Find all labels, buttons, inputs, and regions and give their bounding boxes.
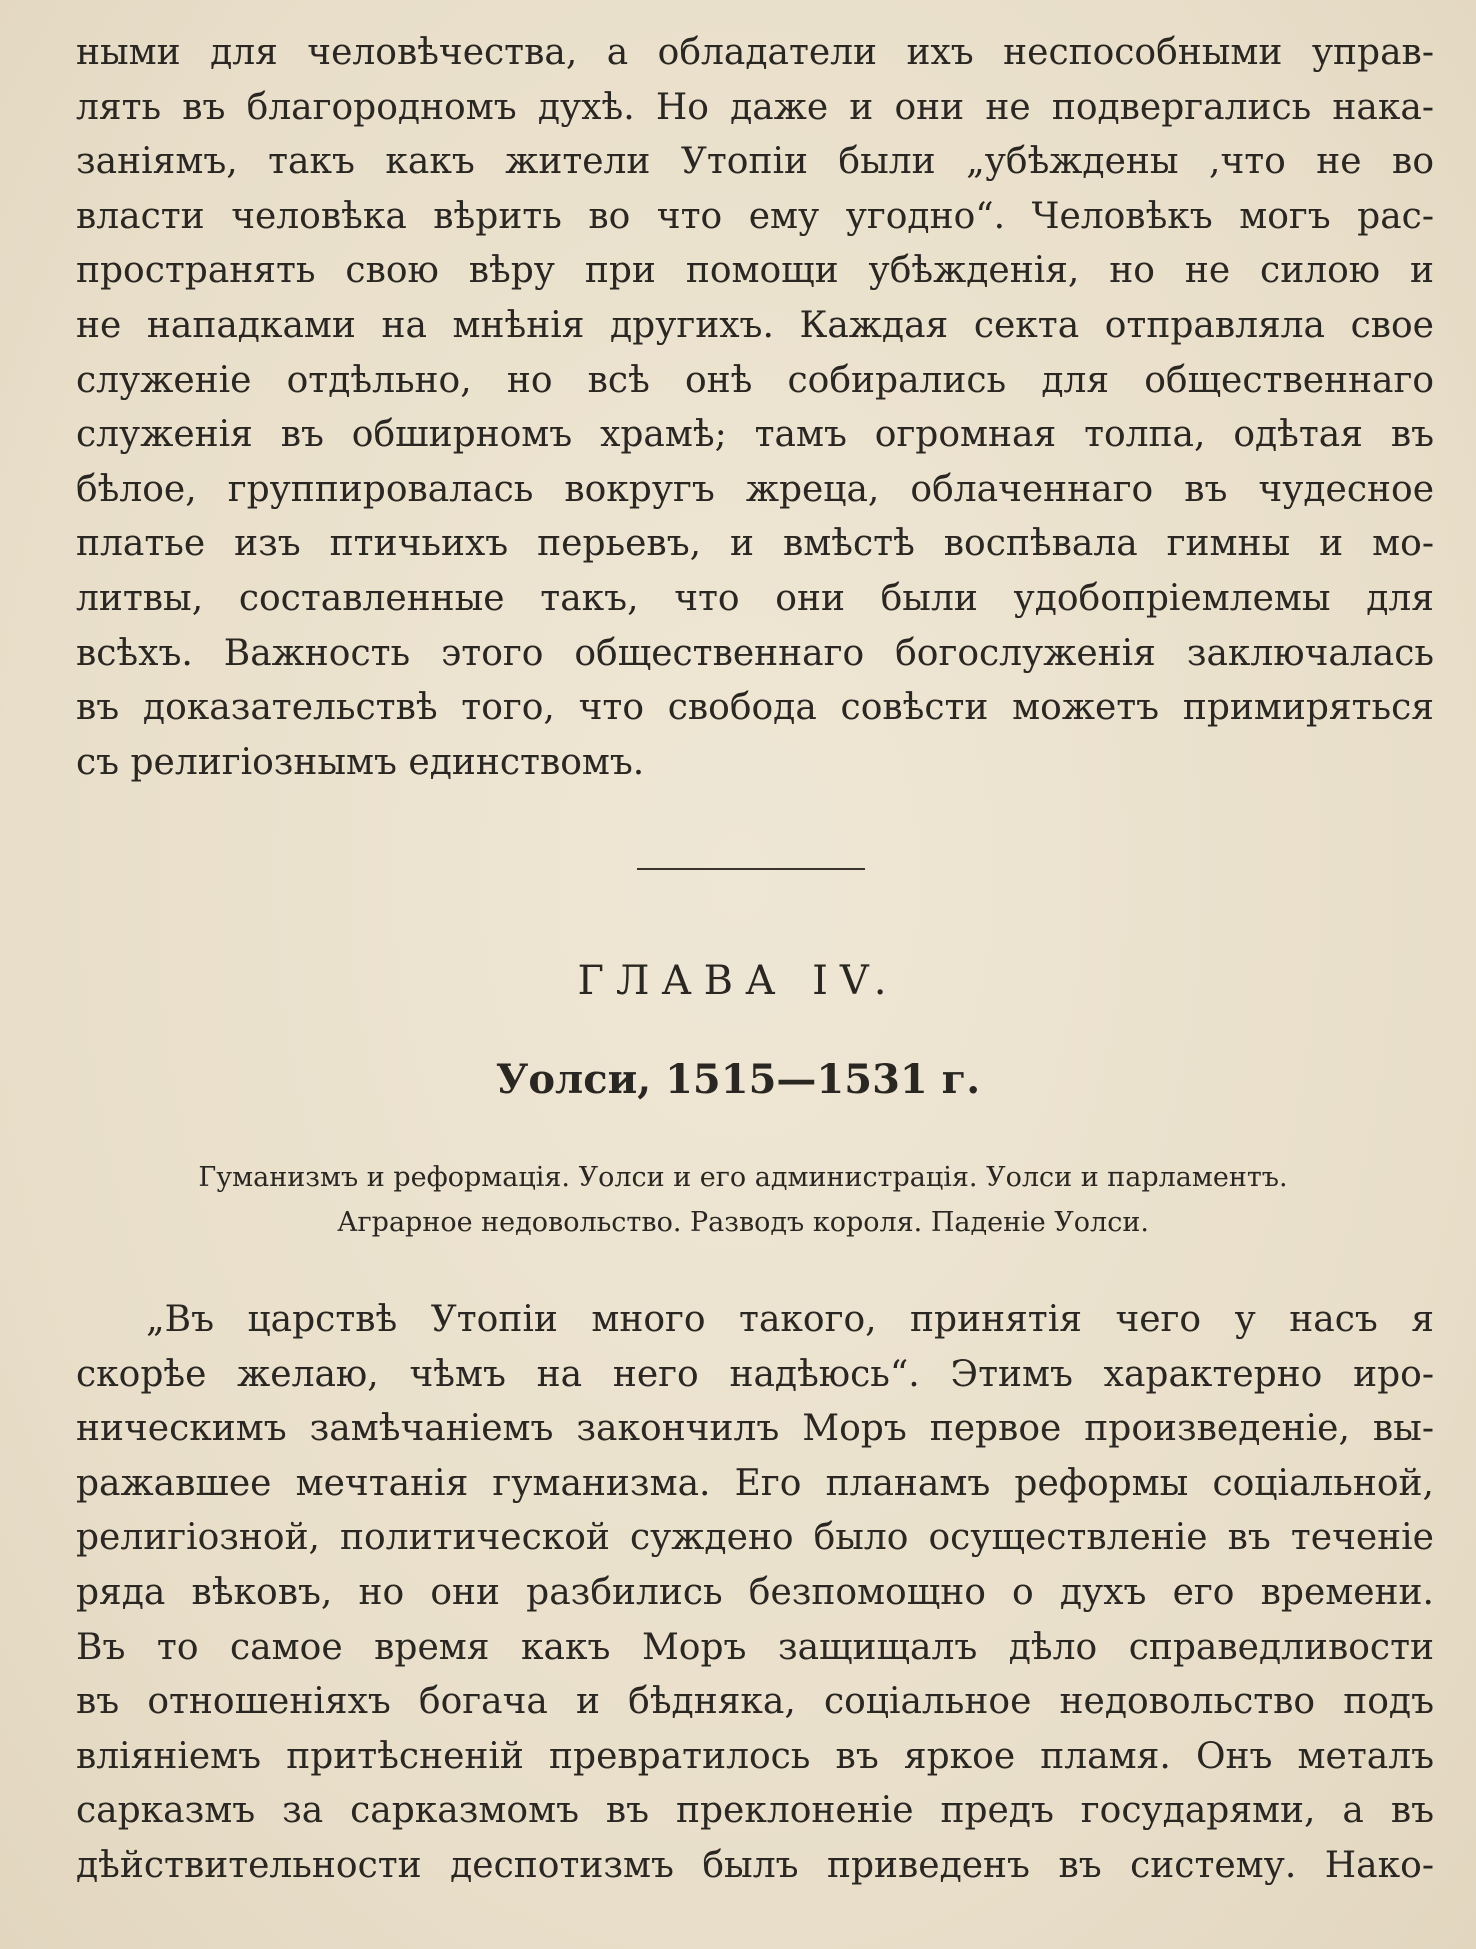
chapter-summary [70,1155,1416,1245]
summary-line: Гуманизмъ и реформація. Уолси и его администрація. Уолси и парламентъ. [198,1162,1288,1193]
text-line: вліяніемъ притѣсненій превратилось въ яркое пламя. Онъ металъ [76,1735,1434,1777]
paragraph-utopia-religion [76,26,1434,790]
text-line: служеніе отдѣльно, но всѣ онѣ собирались для общественнаго [76,359,1434,401]
text-line: заніямъ, такъ какъ жители Утопіи были „убѣждены ,что не во [76,141,1434,183]
text-line: съ религіознымъ единствомъ. [76,741,645,783]
text-line: всѣхъ. Важность этого общественнаго богослуженія заключалась [76,632,1434,674]
chapter-title: Уолси, 1515—1531 г. [495,1056,981,1103]
text-line: служенія въ обширномъ храмѣ; тамъ огромная толпа, одѣтая въ [76,414,1434,456]
section-divider [637,868,865,870]
text-line: власти человѣка вѣрить во что ему угодно“. Человѣкъ могъ рас- [76,195,1434,237]
text-line: платье изъ птичьихъ перьевъ, и вмѣстѣ воспѣвала гимны и мо- [76,523,1434,565]
text-line: Въ то самое время какъ Моръ защищалъ дѣло справедливости [76,1626,1434,1668]
paragraph-chapter-opening [76,1293,1434,1894]
text-line: пространять свою вѣру при помощи убѣжденія, но не силою и [76,250,1434,292]
text-line: литвы, составленные такъ, что они были удобопріемлемы для [76,577,1434,619]
text-line: въ доказательствѣ того, что свобода совѣсти можетъ примиряться [76,687,1434,729]
text-line: бѣлое, группировалась вокругъ жреца, облаченнаго въ чудесное [76,468,1434,510]
text-line: ражавшее мечтанія гуманизма. Его планамъ реформы соціальной, [76,1462,1434,1504]
text-line: не нападками на мнѣнія другихъ. Каждая секта отправляла свое [76,304,1434,346]
text-line: ными для человѣчества, а обладатели ихъ неспособными управ- [76,32,1434,73]
summary-line: Аграрное недовольство. Разводъ короля. Паденіе Уолси. [337,1207,1149,1238]
text-line: сарказмъ за сарказмомъ въ преклоненіе предъ государями, а въ [76,1790,1434,1832]
text-line: религіозной, политической суждено было осуществленіе въ теченіе [76,1517,1434,1559]
text-line: дѣйствительности деспотизмъ былъ приведенъ въ систему. Нако- [76,1844,1434,1886]
text-line: въ отношеніяхъ богача и бѣдняка, соціальное недовольство подъ [76,1681,1434,1723]
text-line: лять въ благородномъ духѣ. Но даже и они не подвергались нака- [76,86,1434,128]
text-line: „Въ царствѣ Утопіи много такого, принятія чего у насъ я [146,1299,1434,1340]
chapter-label: ГЛАВА IV. [577,958,899,1004]
text-line: скорѣе желаю, чѣмъ на него надѣюсь“. Этимъ характерно иро- [76,1353,1434,1395]
text-line: ряда вѣковъ, но они разбились безпомощно о духъ его времени. [76,1571,1434,1613]
text-line: ническимъ замѣчаніемъ закончилъ Моръ первое произведеніе, вы- [76,1408,1434,1450]
